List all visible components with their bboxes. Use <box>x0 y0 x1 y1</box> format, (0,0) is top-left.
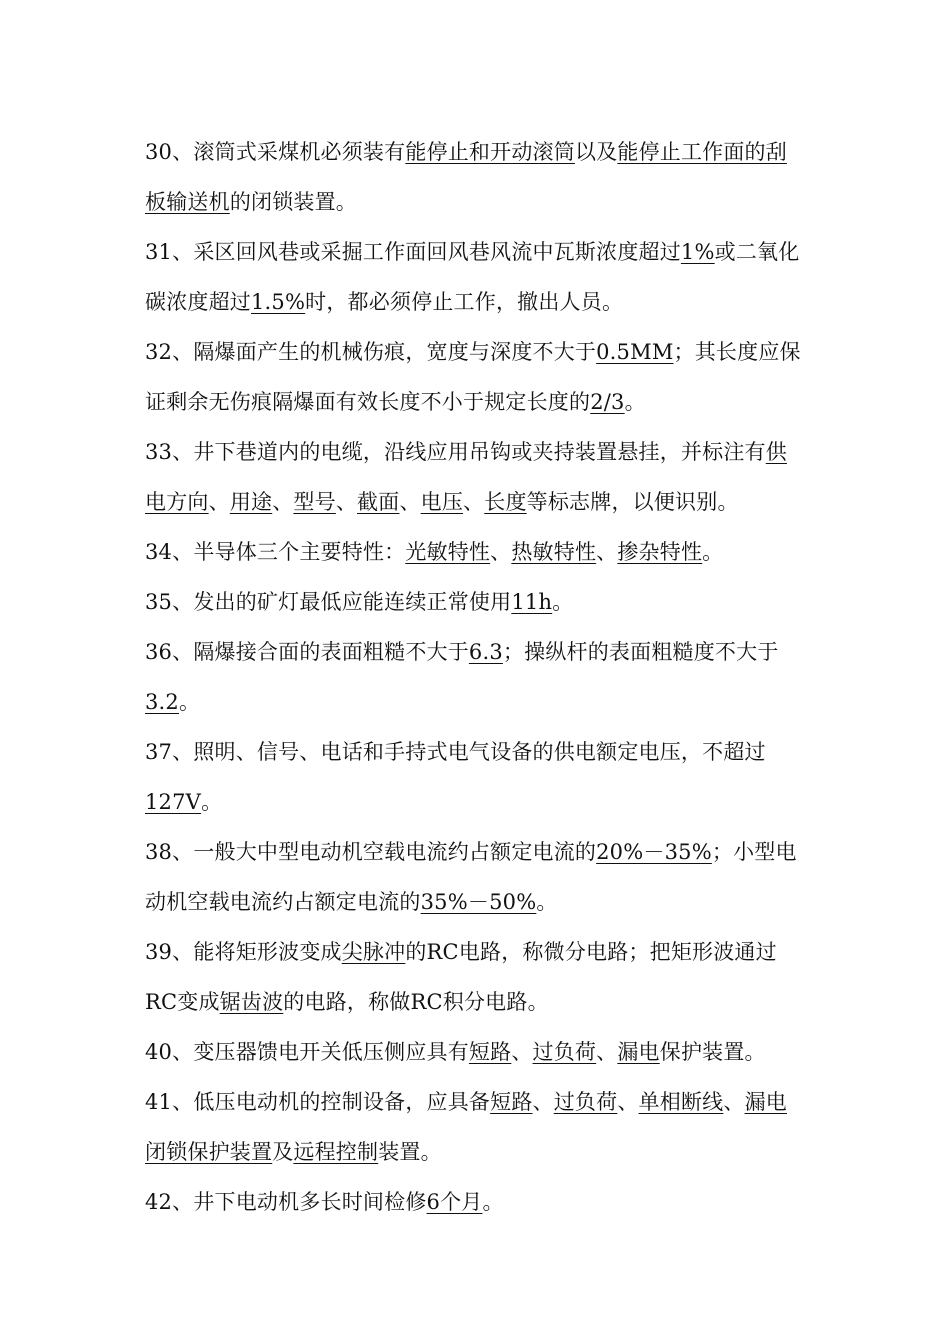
answer-text: 尖脉冲 <box>341 940 406 964</box>
question-text: 。 <box>702 540 724 564</box>
answer-text: 截面 <box>357 490 400 514</box>
question-text: 。 <box>536 890 558 914</box>
answer-text: 6个月 <box>426 1190 483 1214</box>
question-text: 、 <box>532 1090 554 1114</box>
question-text: 以及 <box>574 140 618 164</box>
answer-text: 远程控制 <box>293 1140 379 1164</box>
question-42 <box>145 1177 805 1227</box>
question-text: 、 <box>617 1090 639 1114</box>
question-text: 41、低压电动机的控制设备，应具备 <box>145 1090 491 1114</box>
question-text: 32、隔爆面产生的机械伤痕，宽度与深度不大于 <box>145 340 597 364</box>
question-text: ；其长度应保证剩余无伤痕隔爆面有效长度不小于规定长度的 <box>145 340 801 414</box>
question-text: 、 <box>463 490 485 514</box>
question-text: 。 <box>624 390 646 414</box>
question-text: 。 <box>179 690 201 714</box>
question-text: 40、变压器馈电开关低压侧应具有 <box>145 1040 469 1064</box>
question-text: 、 <box>208 490 230 514</box>
question-40 <box>145 1027 805 1077</box>
question-30 <box>145 127 805 227</box>
question-list <box>145 127 805 1227</box>
question-text: 及 <box>272 1140 294 1164</box>
question-text: 。 <box>201 790 223 814</box>
question-text: 37、照明、信号、电话和手持式电气设备的供电额定电压，不超过 <box>145 740 766 764</box>
question-text: ；小型电动机空载电流约占额定电流的 <box>145 840 797 914</box>
question-39 <box>145 927 805 1027</box>
question-text: 42、井下电动机多长时间检修 <box>145 1190 427 1214</box>
question-text: 38、一般大中型电动机空载电流约占额定电流的 <box>145 840 597 864</box>
answer-text: 供电方向 <box>145 440 787 514</box>
question-text: ；操纵杆的表面粗糙度不大于 <box>502 640 779 664</box>
question-text: 31、采区回风巷或采掘工作面回风巷风流中瓦斯浓度超过 <box>145 240 681 264</box>
question-text: 、 <box>596 1040 618 1064</box>
question-text: 装置。 <box>378 1140 442 1164</box>
question-text: 。 <box>552 590 574 614</box>
answer-text: 35%－50% <box>420 890 537 914</box>
answer-text: 掺杂特性 <box>617 540 703 564</box>
answer-text: 漏电 <box>617 1040 660 1064</box>
question-35 <box>145 577 805 627</box>
question-33 <box>145 427 805 527</box>
question-36 <box>145 627 805 727</box>
question-text: 、 <box>399 490 421 514</box>
question-text: 。 <box>482 1190 504 1214</box>
question-31 <box>145 227 805 327</box>
question-text: 、 <box>335 490 358 514</box>
question-text: 的电路，称做RC积分电路。 <box>283 990 549 1014</box>
question-text: 33、井下巷道内的电缆，沿线应用吊钩或夹持装置悬挂，并标注有 <box>145 440 766 464</box>
answer-text: 光敏特性 <box>405 540 491 564</box>
question-text: 、 <box>511 1040 533 1064</box>
answer-text: 0.5MM <box>596 340 674 364</box>
answer-text: 长度 <box>484 490 527 514</box>
answer-text: 11h <box>511 590 553 614</box>
question-text: 、 <box>723 1090 745 1114</box>
question-text: 的RC电路，称微分电路；把矩形波通过RC变成 <box>145 940 777 1014</box>
answer-text: 3.2 <box>145 690 179 714</box>
question-text: 35、发出的矿灯最低应能连续正常使用 <box>145 590 512 614</box>
answer-text: 127V <box>145 790 202 814</box>
answer-text: 过负荷 <box>553 1090 618 1114</box>
question-text: 30、滚筒式采煤机必须装有 <box>145 140 406 164</box>
question-34 <box>145 527 805 577</box>
answer-text: 热敏特性 <box>511 540 597 564</box>
question-text: 39、能将矩形波变成 <box>145 940 342 964</box>
question-text: 或二氧化碳浓度超过 <box>145 240 800 314</box>
answer-text: 用途 <box>229 490 273 514</box>
answer-text: 2/3 <box>590 390 625 414</box>
question-text: 、 <box>490 540 512 564</box>
question-text: 36、隔爆接合面的表面粗糙不大于 <box>145 640 469 664</box>
answer-text: 1% <box>680 240 715 264</box>
question-text: 、 <box>596 540 618 564</box>
answer-text: 电压 <box>420 490 464 514</box>
answer-text: 短路 <box>490 1090 533 1114</box>
answer-text: 能停止和开动滚筒 <box>405 140 575 164</box>
answer-text: 单相断线 <box>638 1090 724 1114</box>
answer-text: 锯齿波 <box>219 990 284 1014</box>
question-text: 保护装置。 <box>659 1040 766 1064</box>
question-text: 时，都必须停止工作，撤出人员。 <box>305 290 624 314</box>
question-text: 34、半导体三个主要特性： <box>145 540 406 564</box>
question-text: 的闭锁装置。 <box>229 190 358 214</box>
answer-text: 型号 <box>293 490 336 514</box>
answer-text: 6.3 <box>468 640 503 664</box>
answer-text: 短路 <box>468 1040 512 1064</box>
answer-text: 能停止工作面的刮板输送机 <box>145 140 787 214</box>
answer-text: 过负荷 <box>532 1040 597 1064</box>
question-text: 、 <box>272 490 294 514</box>
question-32 <box>145 327 805 427</box>
question-text: 等标志牌，以便识别。 <box>526 490 739 514</box>
answer-text: 20%－35% <box>596 840 712 864</box>
answer-text: 漏电闭锁保护装置 <box>145 1090 787 1164</box>
question-37 <box>145 727 805 827</box>
question-38 <box>145 827 805 927</box>
answer-text: 1.5% <box>251 290 306 314</box>
question-41 <box>145 1077 805 1177</box>
